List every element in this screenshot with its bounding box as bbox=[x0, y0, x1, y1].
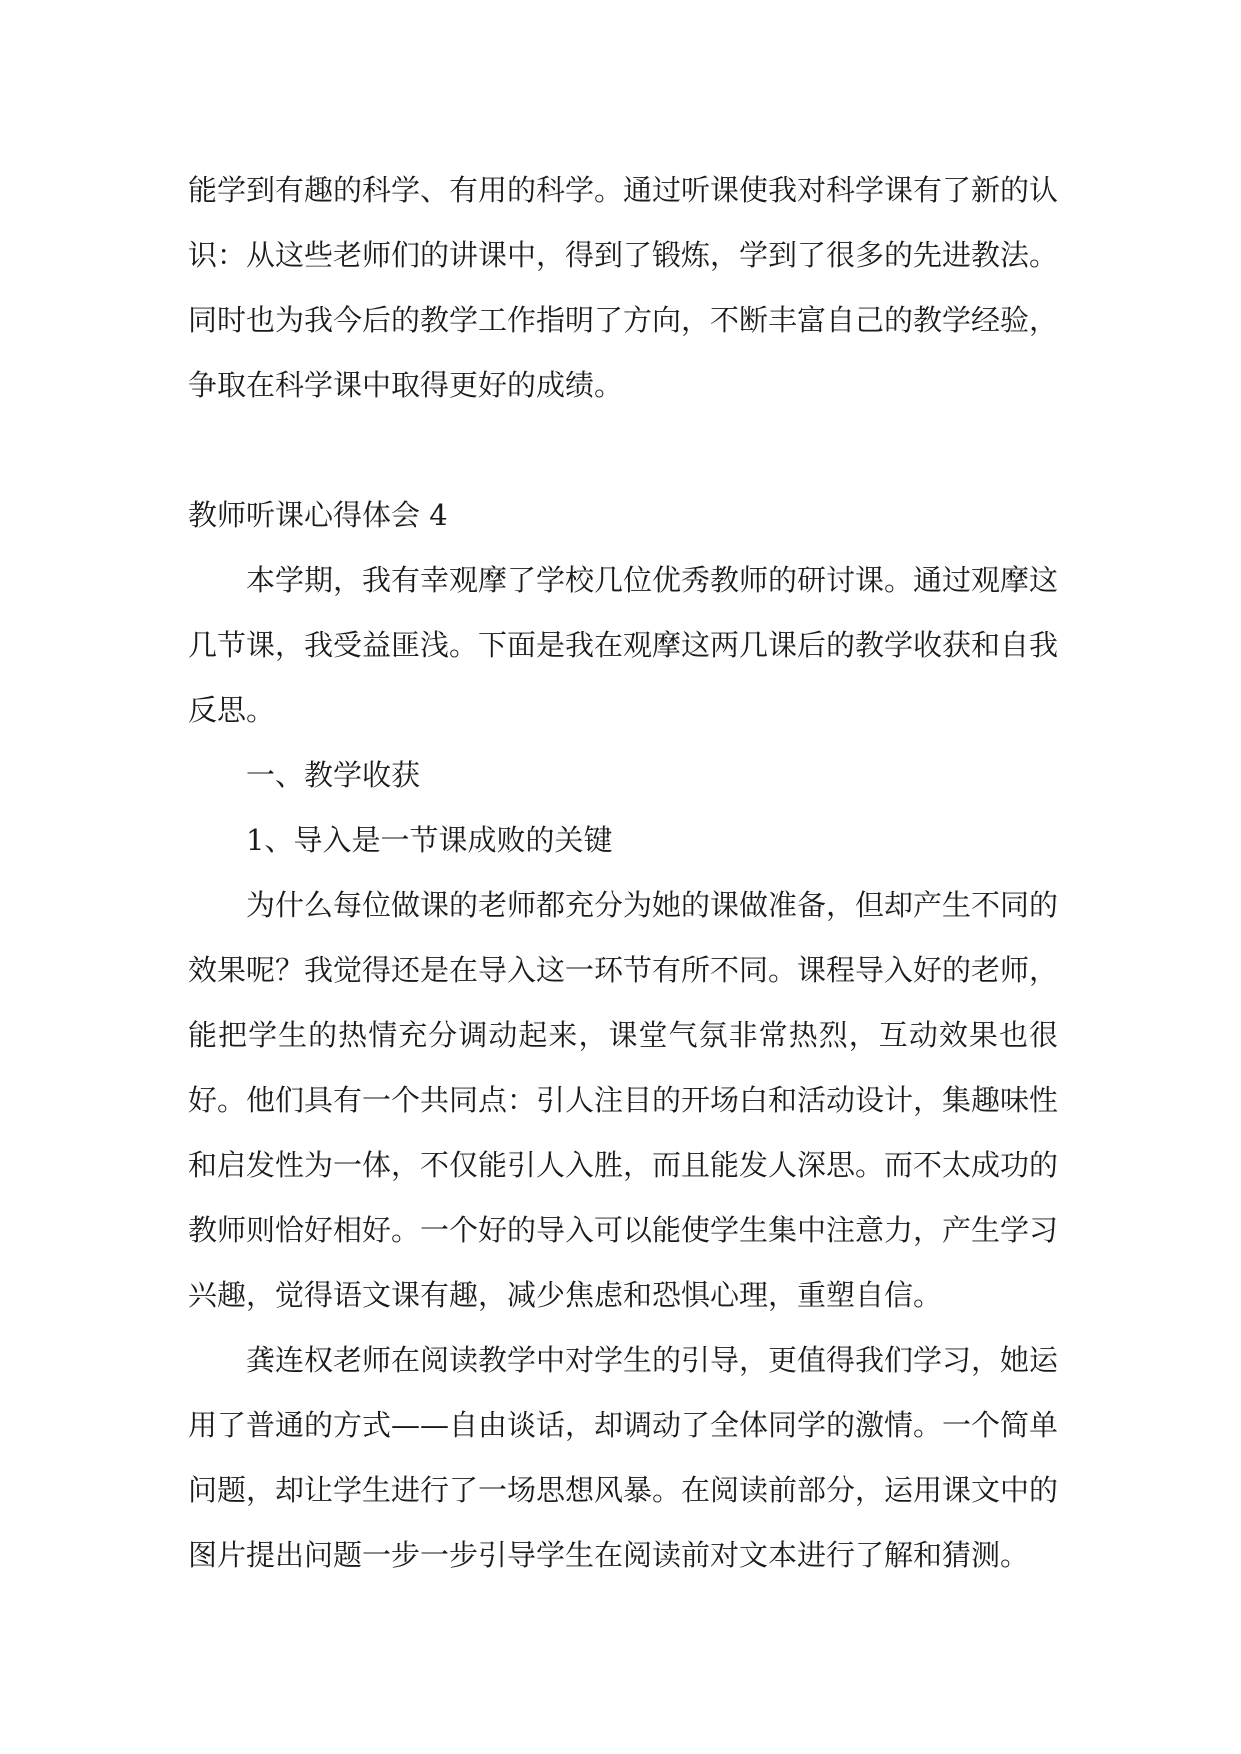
intro-paragraph: 本学期，我有幸观摩了学校几位优秀教师的研讨课。通过观摩这几节课，我受益匪浅。下面是我在观摩这两几课后的教学收获和自我反思。 bbox=[188, 563, 1059, 727]
heading-teaching-gains: 一、教学收获 bbox=[246, 758, 421, 792]
section-title: 教师听课心得体会 4 bbox=[188, 498, 448, 532]
continuation-paragraph: 能学到有趣的科学、有用的科学。通过听课使我对科学课有了新的认识：从这些老师们的讲课中，得到了锻炼，学到了很多的先进教法。同时也为我今后的教学工作指明了方向，不断丰富自己的教学经验，争取在科学课中取得更好的成绩。 bbox=[188, 173, 1059, 402]
body-paragraph-introduction: 为什么每位做课的老师都充分为她的课做准备，但却产生不同的效果呢？我觉得还是在导入这一环节有所不同。课程导入好的老师，能把学生的热情充分调动起来，课堂气氛非常热烈，互动效果也很好。他们具有一个共同点：引人注目的开场白和活动设计，集趣味性和启发性为一体，不仅能引人入胜，而且能发人深思。而不太成功的教师则恰好相好。一个好的导入可以能使学生集中注意力，产生学习兴趣，觉得语文课有趣，减少焦虑和恐惧心理，重塑自信。 bbox=[188, 888, 1059, 1312]
body-paragraph-reading-guidance: 龚连权老师在阅读教学中对学生的引导，更值得我们学习，她运用了普通的方式——自由谈话，却调动了全体同学的激情。一个简单问题，却让学生进行了一场思想风暴。在阅读前部分，运用课文中的图片提出问题一步一步引导学生在阅读前对文本进行了解和猜测。 bbox=[188, 1343, 1059, 1572]
document-body bbox=[188, 158, 1058, 1588]
subheading-introduction-key: 1、导入是一节课成败的关键 bbox=[246, 823, 613, 857]
